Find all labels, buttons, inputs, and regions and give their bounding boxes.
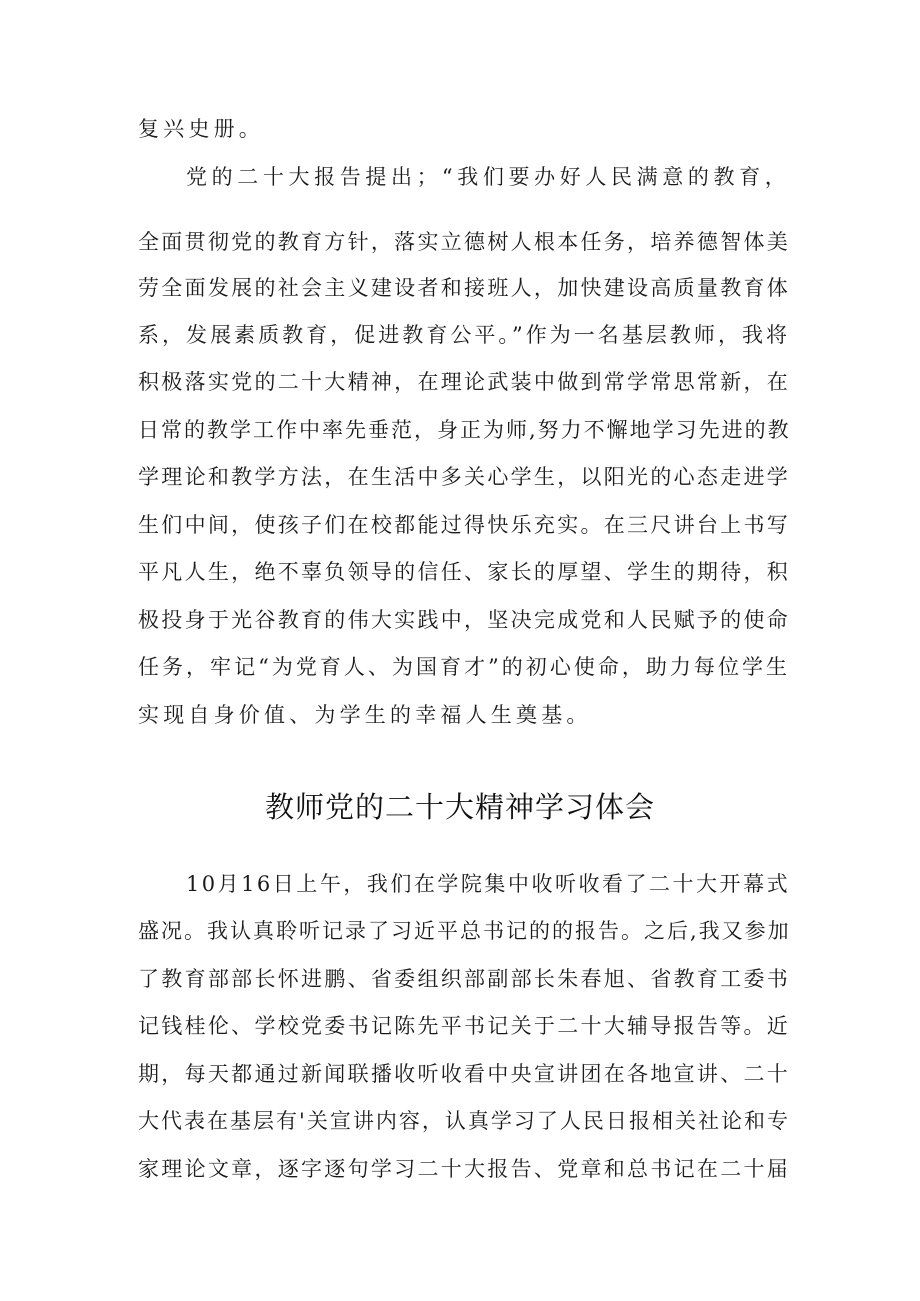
section-title: 教师党的二十大精神学习体会 [264,790,655,824]
paragraph-line: 生们中间，使孩子们在校都能过得快乐充实。在三尺讲台上书写 [138,513,790,537]
paragraph-line: 平凡人生，绝不辜负领导的信任、家长的厚望、学生的期待，积 [138,560,790,584]
paragraph-line: 复兴史册。 [138,117,264,141]
paragraph-line: 劳全面发展的社会主义建设者和接班人，加快建设高质量教育体 [138,276,790,300]
paragraph-line: 实现自身价值、为学生的幸福人生奠基。 [138,703,592,727]
paragraph-line: 大代表在基层有'关宣讲内容，认真学习了人民日报相关社论和专 [138,1109,790,1133]
paragraph-line: 任务，牢记“为党育人、为国育才”的初心使命，助力每位学生 [138,655,790,679]
paragraph-line: 极投身于光谷教育的伟大实践中，坚决完成党和人民赋予的使命 [138,608,790,632]
paragraph-line: 学理论和教学方法，在生活中多关心学生，以阳光的心态走进学 [138,465,790,489]
paragraph-line: 期，每天都通过新闻联播收听收看中央宣讲团在各地宣讲、二十 [138,1062,790,1086]
paragraph-line: 了教育部部长怀进鹏、省委组织部副部长朱春旭、省教育工委书 [138,967,790,991]
paragraph-line: 家理论文章，逐字逐句学习二十大报告、党章和总书记在二十届 [138,1157,790,1181]
paragraph-line: 党的二十大报告提出；“我们要办好人民满意的教育， [186,165,790,189]
paragraph-line: 日常的教学工作中率先垂范，身正为师,努力不懈地学习先进的教 [138,418,791,442]
paragraph-line: 10月16日上午，我们在学院集中收听收看了二十大开幕式 [186,872,790,896]
paragraph-line: 系，发展素质教育，促进教育公平。”作为一名基层教师，我将 [138,323,790,347]
paragraph-line: 盛况。我认真聆听记录了习近平总书记的的报告。之后,我又参加 [138,919,791,943]
paragraph-line: 全面贯彻党的教育方针，落实立德树人根本任务，培养德智体美 [138,230,790,254]
paragraph-line: 记钱桂伦、学校党委书记陈先平书记关于二十大辅导报告等。近 [138,1014,790,1038]
paragraph-line: 积极落实党的二十大精神，在理论武装中做到常学常思常新，在 [138,370,790,394]
